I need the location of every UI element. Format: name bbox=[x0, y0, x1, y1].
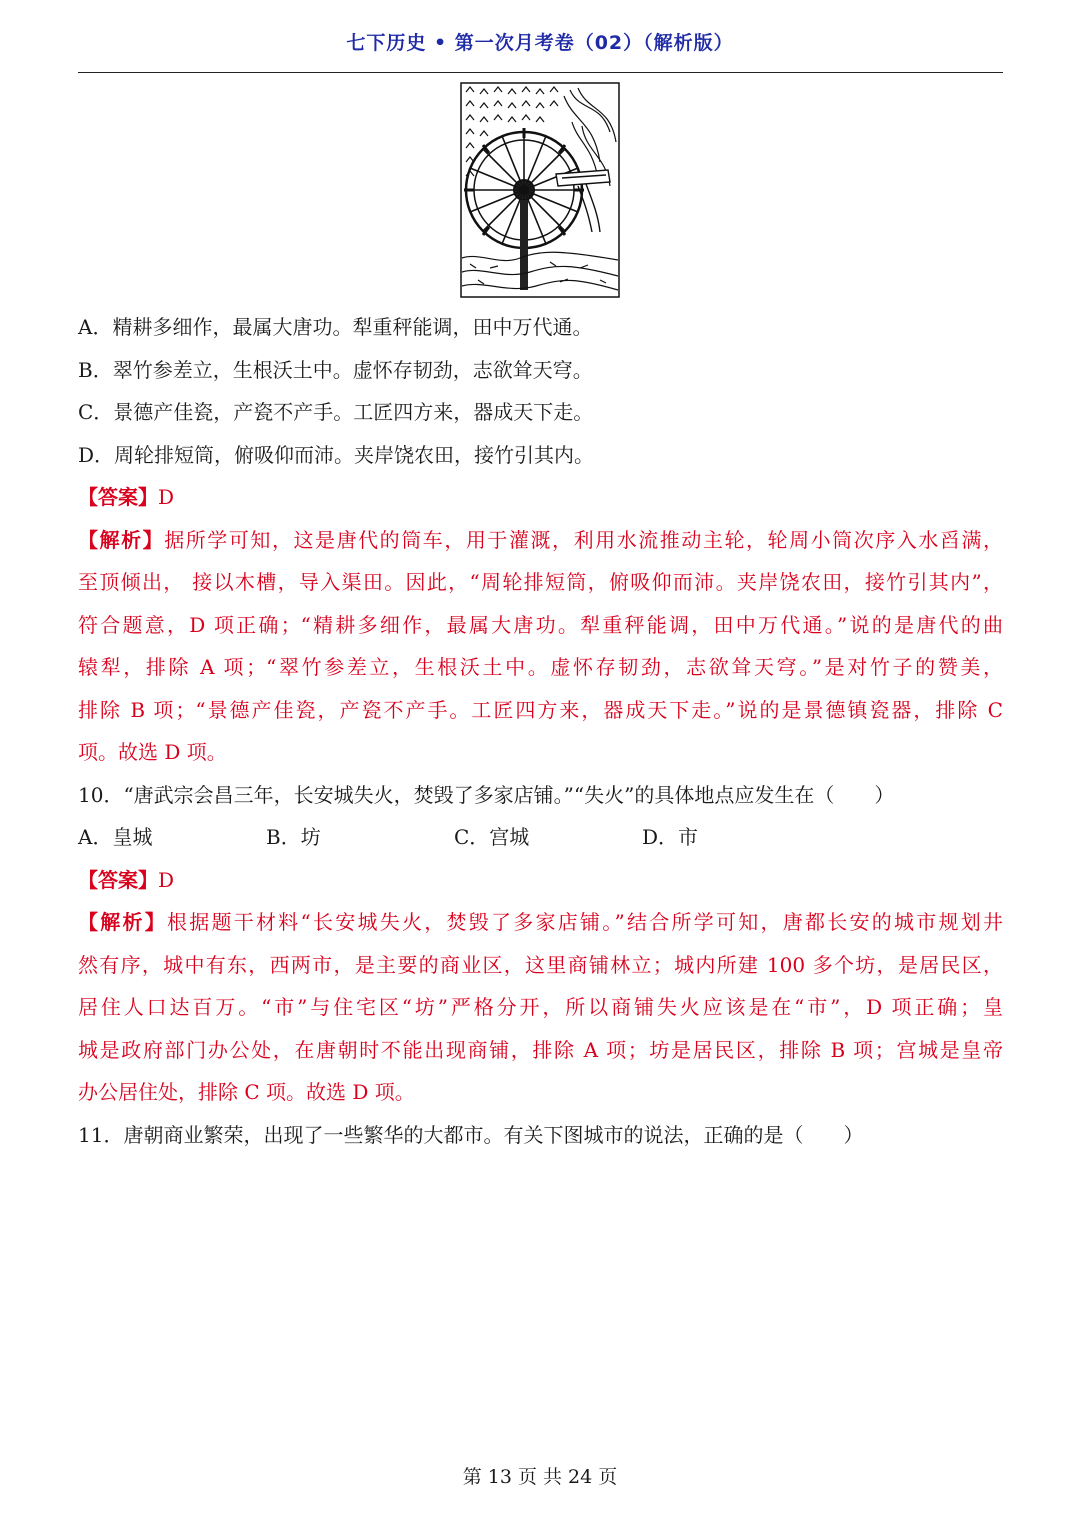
q10-stem: 10．“唐武宗会昌三年，长安城失火，焚毁了多家店铺。”“失火”的具体地点应发生在（ ） bbox=[78, 782, 895, 807]
page-number: 第 13 页 共 24 页 bbox=[462, 1466, 618, 1488]
q10-option-a: A．皇城 bbox=[78, 825, 153, 849]
q9-option-b: B．翠竹参差立，生根沃土中。虚怀存韧劲，志欲耸天穹。 bbox=[78, 357, 593, 382]
q9-analysis-line: 符合题意，D 项正确；“精耕多细作，最属大唐功。犁重秤能调，田中万代通。”说的是唐代的曲 bbox=[78, 612, 1003, 637]
q9-analysis-line: 排除 B 项；“景德产佳瓷，产瓷不产手。工匠四方来，器成天下走。”说的是景德镇瓷器，排除 C bbox=[78, 697, 1003, 722]
q10-option-d: D．市 bbox=[642, 825, 699, 849]
answer-value: D bbox=[158, 867, 175, 892]
q9-option-d: D．周轮排短筒，俯吸仰而沛。夹岸饶农田，接竹引其内。 bbox=[78, 442, 595, 467]
q9-option-a: A．精耕多细作，最属大唐功。犁重秤能调，田中万代通。 bbox=[78, 315, 593, 339]
q9-analysis-line: 项。故选 D 项。 bbox=[78, 740, 227, 764]
page-header-title: 七下历史 • 第一次月考卷（02）（解析版） bbox=[346, 32, 734, 54]
waterwheel-illustration-icon bbox=[460, 82, 620, 298]
q10-analysis-line: 居住人口达百万。“市”与住宅区“坊”严格分开，所以商铺失火应该是在“市”，D 项正确；皇 bbox=[78, 995, 1003, 1019]
q10-option-b: B．坊 bbox=[266, 825, 321, 849]
q10-option-c: C．宫城 bbox=[454, 825, 530, 849]
analysis-text: 据所学可知，这是唐代的筒车，用于灌溉，利用水流推动主轮，轮周小筒次序入水舀满， bbox=[164, 527, 1004, 552]
q10-answer bbox=[78, 859, 1003, 902]
analysis-text: 根据题干材料“长安城失火，焚毁了多家店铺。”结合所学可知，唐都长安的城市规划井 bbox=[167, 910, 1004, 934]
q10-analysis-line: 办公居住处，排除 C 项。故选 D 项。 bbox=[78, 1080, 415, 1104]
answer-tag: 【答案】 bbox=[78, 485, 158, 509]
analysis-tag: 【解析】 bbox=[78, 527, 165, 552]
q10-analysis-line: 然有序，城中有东，西两市，是主要的商业区，这里商铺林立；城内所建 100 多个坊，是居民区， bbox=[78, 952, 1003, 977]
q9-analysis-line bbox=[78, 519, 1003, 562]
answer-value: D bbox=[158, 485, 175, 509]
q9-answer bbox=[78, 476, 1003, 519]
header-divider bbox=[78, 72, 1003, 73]
q10-analysis-line bbox=[78, 901, 1003, 944]
analysis-tag: 【解析】 bbox=[78, 910, 168, 934]
document-body bbox=[78, 306, 1003, 1156]
q10-analysis-line: 城是政府部门办公处，在唐朝时不能出现商铺，排除 A 项；坊是居民区，排除 B 项；宫城是皇帝 bbox=[78, 1037, 1003, 1062]
q9-analysis-line: 至顶倾出， 接以木槽，导入渠田。因此，“周轮排短筒，俯吸仰而沛。夹岸饶农田，接竹引其内”， bbox=[78, 570, 1003, 594]
answer-tag: 【答案】 bbox=[78, 867, 158, 892]
q10-options bbox=[78, 816, 1003, 859]
q11-stem: 11．唐朝商业繁荣，出现了一些繁华的大都市。有关下图城市的说法，正确的是（ ） bbox=[78, 1122, 864, 1147]
q9-analysis-line: 辕犁，排除 A 项；“翠竹参差立，生根沃土中。虚怀存韧劲，志欲耸天穹。”是对竹子的赞美， bbox=[78, 655, 1003, 679]
q9-option-c: C．景德产佳瓷，产瓷不产手。工匠四方来，器成天下走。 bbox=[78, 400, 594, 424]
